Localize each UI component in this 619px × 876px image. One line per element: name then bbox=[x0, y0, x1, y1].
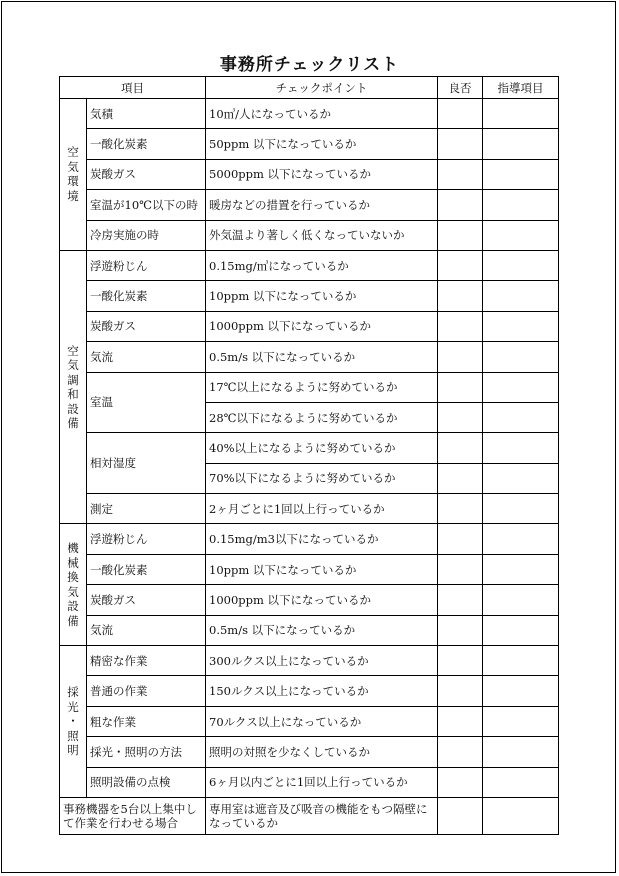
guidance-cell[interactable] bbox=[483, 402, 559, 432]
checkpoint-cell: 照明の対照を少なくしているか bbox=[206, 737, 438, 767]
checkpoint-cell: 6ヶ月以内ごとに1回以上行っているか bbox=[206, 767, 438, 797]
category-label bbox=[66, 541, 80, 628]
page-title: 事務所チェックリスト bbox=[219, 55, 400, 75]
result-cell[interactable] bbox=[438, 524, 483, 554]
category-char: 照 bbox=[67, 728, 79, 743]
category-char: 調 bbox=[67, 372, 79, 387]
footer-item-cell: 事務機器を5台以上集中して作業を行わせる場合 bbox=[60, 797, 206, 834]
result-cell[interactable] bbox=[438, 190, 483, 220]
result-cell[interactable] bbox=[438, 706, 483, 736]
result-cell[interactable] bbox=[438, 646, 483, 676]
checkpoint-cell: 0.15mg/m3以下になっているか bbox=[206, 524, 438, 554]
guidance-cell[interactable] bbox=[483, 585, 559, 615]
table-row bbox=[60, 646, 559, 676]
category-char: 械 bbox=[67, 555, 79, 570]
item-cell: 冷房実施の時 bbox=[87, 220, 206, 250]
item-cell: 採光・照明の方法 bbox=[87, 737, 206, 767]
guidance-cell[interactable] bbox=[483, 372, 559, 402]
guidance-cell[interactable] bbox=[483, 342, 559, 372]
category-char: 光 bbox=[67, 699, 79, 714]
guidance-cell[interactable] bbox=[483, 311, 559, 341]
checkpoint-cell: 70ルクス以上になっているか bbox=[206, 706, 438, 736]
category-char: 気 bbox=[67, 159, 79, 174]
result-cell[interactable] bbox=[438, 342, 483, 372]
item-cell: 気積 bbox=[87, 99, 206, 129]
checkpoint-cell: 10㎥/人になっているか bbox=[206, 99, 438, 129]
footer-row bbox=[60, 797, 559, 834]
category-char: 気 bbox=[67, 584, 79, 599]
table-row bbox=[60, 129, 559, 159]
category-cell bbox=[60, 646, 87, 798]
header-guidance: 指導項目 bbox=[483, 77, 559, 99]
header-item: 項目 bbox=[60, 77, 206, 99]
table-row bbox=[60, 159, 559, 189]
guidance-cell[interactable] bbox=[483, 524, 559, 554]
checklist-body bbox=[60, 99, 559, 835]
checkpoint-cell: 28℃以下になるように努めているか bbox=[206, 402, 438, 432]
checkpoint-cell: 0.5m/s 以下になっているか bbox=[206, 342, 438, 372]
guidance-cell[interactable] bbox=[483, 129, 559, 159]
guidance-cell[interactable] bbox=[483, 494, 559, 524]
header-row bbox=[60, 77, 559, 99]
result-cell[interactable] bbox=[438, 494, 483, 524]
guidance-cell[interactable] bbox=[483, 159, 559, 189]
checklist-table bbox=[59, 76, 559, 835]
category-char: 空 bbox=[67, 145, 79, 160]
checkpoint-cell: 10ppm 以下になっているか bbox=[206, 281, 438, 311]
guidance-cell[interactable] bbox=[483, 190, 559, 220]
item-cell: 一酸化炭素 bbox=[87, 281, 206, 311]
result-cell[interactable] bbox=[438, 250, 483, 280]
checkpoint-cell: 1000ppm 以下になっているか bbox=[206, 585, 438, 615]
result-cell[interactable] bbox=[438, 372, 483, 402]
guidance-cell[interactable] bbox=[483, 767, 559, 797]
result-cell[interactable] bbox=[438, 433, 483, 463]
checkpoint-cell: 150ルクス以上になっているか bbox=[206, 676, 438, 706]
guidance-cell[interactable] bbox=[483, 220, 559, 250]
checkpoint-cell: 暖房などの措置を行っているか bbox=[206, 190, 438, 220]
table-row bbox=[60, 190, 559, 220]
result-cell[interactable] bbox=[438, 402, 483, 432]
category-cell bbox=[60, 99, 87, 251]
category-char: 境 bbox=[67, 188, 79, 203]
category-char: 備 bbox=[67, 416, 79, 431]
table-row bbox=[60, 311, 559, 341]
result-cell[interactable] bbox=[438, 676, 483, 706]
item-cell: 気流 bbox=[87, 615, 206, 645]
item-cell: 浮遊粉じん bbox=[87, 524, 206, 554]
result-cell[interactable] bbox=[438, 129, 483, 159]
category-char: 備 bbox=[67, 613, 79, 628]
checkpoint-cell: 40%以上になるように努めているか bbox=[206, 433, 438, 463]
checkpoint-cell: 70%以下になるように努めているか bbox=[206, 463, 438, 493]
table-row bbox=[60, 494, 559, 524]
category-char: 環 bbox=[67, 174, 79, 189]
result-cell[interactable] bbox=[438, 220, 483, 250]
result-cell[interactable] bbox=[438, 797, 483, 834]
checkpoint-cell: 10ppm 以下になっているか bbox=[206, 554, 438, 584]
category-char: 設 bbox=[67, 599, 79, 614]
checkpoint-cell: 2ヶ月ごとに1回以上行っているか bbox=[206, 494, 438, 524]
result-cell[interactable] bbox=[438, 615, 483, 645]
item-cell: 粗な作業 bbox=[87, 706, 206, 736]
item-cell: 室温 bbox=[87, 372, 206, 433]
category-char: 機 bbox=[67, 541, 79, 556]
category-char: 設 bbox=[67, 401, 79, 416]
category-char: 気 bbox=[67, 358, 79, 373]
table-row bbox=[60, 250, 559, 280]
table-row bbox=[60, 676, 559, 706]
result-cell[interactable] bbox=[438, 281, 483, 311]
result-cell[interactable] bbox=[438, 554, 483, 584]
guidance-cell[interactable] bbox=[483, 463, 559, 493]
table-row bbox=[60, 281, 559, 311]
item-cell: 一酸化炭素 bbox=[87, 554, 206, 584]
checkpoint-cell: 0.5m/s 以下になっているか bbox=[206, 615, 438, 645]
checkpoint-cell: 0.15mg/㎥になっているか bbox=[206, 250, 438, 280]
category-label bbox=[66, 344, 80, 431]
guidance-cell[interactable] bbox=[483, 646, 559, 676]
checkpoint-cell: 1000ppm 以下になっているか bbox=[206, 311, 438, 341]
result-cell[interactable] bbox=[438, 463, 483, 493]
table-row bbox=[60, 372, 559, 402]
category-char: 空 bbox=[67, 343, 79, 358]
guidance-cell[interactable] bbox=[483, 737, 559, 767]
table-row bbox=[60, 554, 559, 584]
guidance-cell[interactable] bbox=[483, 615, 559, 645]
category-char: ・ bbox=[67, 714, 79, 729]
header-result: 良否 bbox=[438, 77, 483, 99]
table-row bbox=[60, 767, 559, 797]
item-cell: 炭酸ガス bbox=[87, 159, 206, 189]
table-row bbox=[60, 342, 559, 372]
category-cell bbox=[60, 524, 87, 646]
table-row bbox=[60, 615, 559, 645]
guidance-cell[interactable] bbox=[483, 281, 559, 311]
header-checkpoint: チェックポイント bbox=[206, 77, 438, 99]
guidance-cell[interactable] bbox=[483, 706, 559, 736]
category-char: 和 bbox=[67, 387, 79, 402]
item-cell: 一酸化炭素 bbox=[87, 129, 206, 159]
item-cell: 炭酸ガス bbox=[87, 585, 206, 615]
item-cell: 室温が10℃以下の時 bbox=[87, 190, 206, 220]
table-row bbox=[60, 524, 559, 554]
item-cell: 測定 bbox=[87, 494, 206, 524]
table-row bbox=[60, 99, 559, 129]
table-row bbox=[60, 706, 559, 736]
result-cell[interactable] bbox=[438, 767, 483, 797]
checkpoint-cell: 17℃以上になるように努めているか bbox=[206, 372, 438, 402]
guidance-cell[interactable] bbox=[483, 797, 559, 834]
category-cell bbox=[60, 250, 87, 524]
table-row bbox=[60, 737, 559, 767]
category-label bbox=[66, 145, 80, 203]
table-row bbox=[60, 433, 559, 463]
item-cell: 浮遊粉じん bbox=[87, 250, 206, 280]
item-cell: 普通の作業 bbox=[87, 676, 206, 706]
checkpoint-cell: 300ルクス以上になっているか bbox=[206, 646, 438, 676]
category-char: 採 bbox=[67, 685, 79, 700]
category-char: 換 bbox=[67, 570, 79, 585]
checkpoint-cell: 5000ppm 以下になっているか bbox=[206, 159, 438, 189]
result-cell[interactable] bbox=[438, 159, 483, 189]
item-cell: 精密な作業 bbox=[87, 646, 206, 676]
guidance-cell[interactable] bbox=[483, 554, 559, 584]
category-char: 明 bbox=[67, 743, 79, 758]
result-cell[interactable] bbox=[438, 585, 483, 615]
checkpoint-cell: 外気温より著しく低くなっていないか bbox=[206, 220, 438, 250]
item-cell: 気流 bbox=[87, 342, 206, 372]
item-cell: 相対湿度 bbox=[87, 433, 206, 494]
item-cell: 照明設備の点検 bbox=[87, 767, 206, 797]
guidance-cell[interactable] bbox=[483, 433, 559, 463]
table-row bbox=[60, 585, 559, 615]
footer-checkpoint-cell: 専用室は遮音及び吸音の機能をもつ隔壁になっているか bbox=[206, 797, 438, 834]
checkpoint-cell: 50ppm 以下になっているか bbox=[206, 129, 438, 159]
result-cell[interactable] bbox=[438, 737, 483, 767]
guidance-cell[interactable] bbox=[483, 250, 559, 280]
category-label bbox=[66, 685, 80, 758]
guidance-cell[interactable] bbox=[483, 99, 559, 129]
guidance-cell[interactable] bbox=[483, 676, 559, 706]
result-cell[interactable] bbox=[438, 311, 483, 341]
item-cell: 炭酸ガス bbox=[87, 311, 206, 341]
result-cell[interactable] bbox=[438, 99, 483, 129]
table-row bbox=[60, 220, 559, 250]
